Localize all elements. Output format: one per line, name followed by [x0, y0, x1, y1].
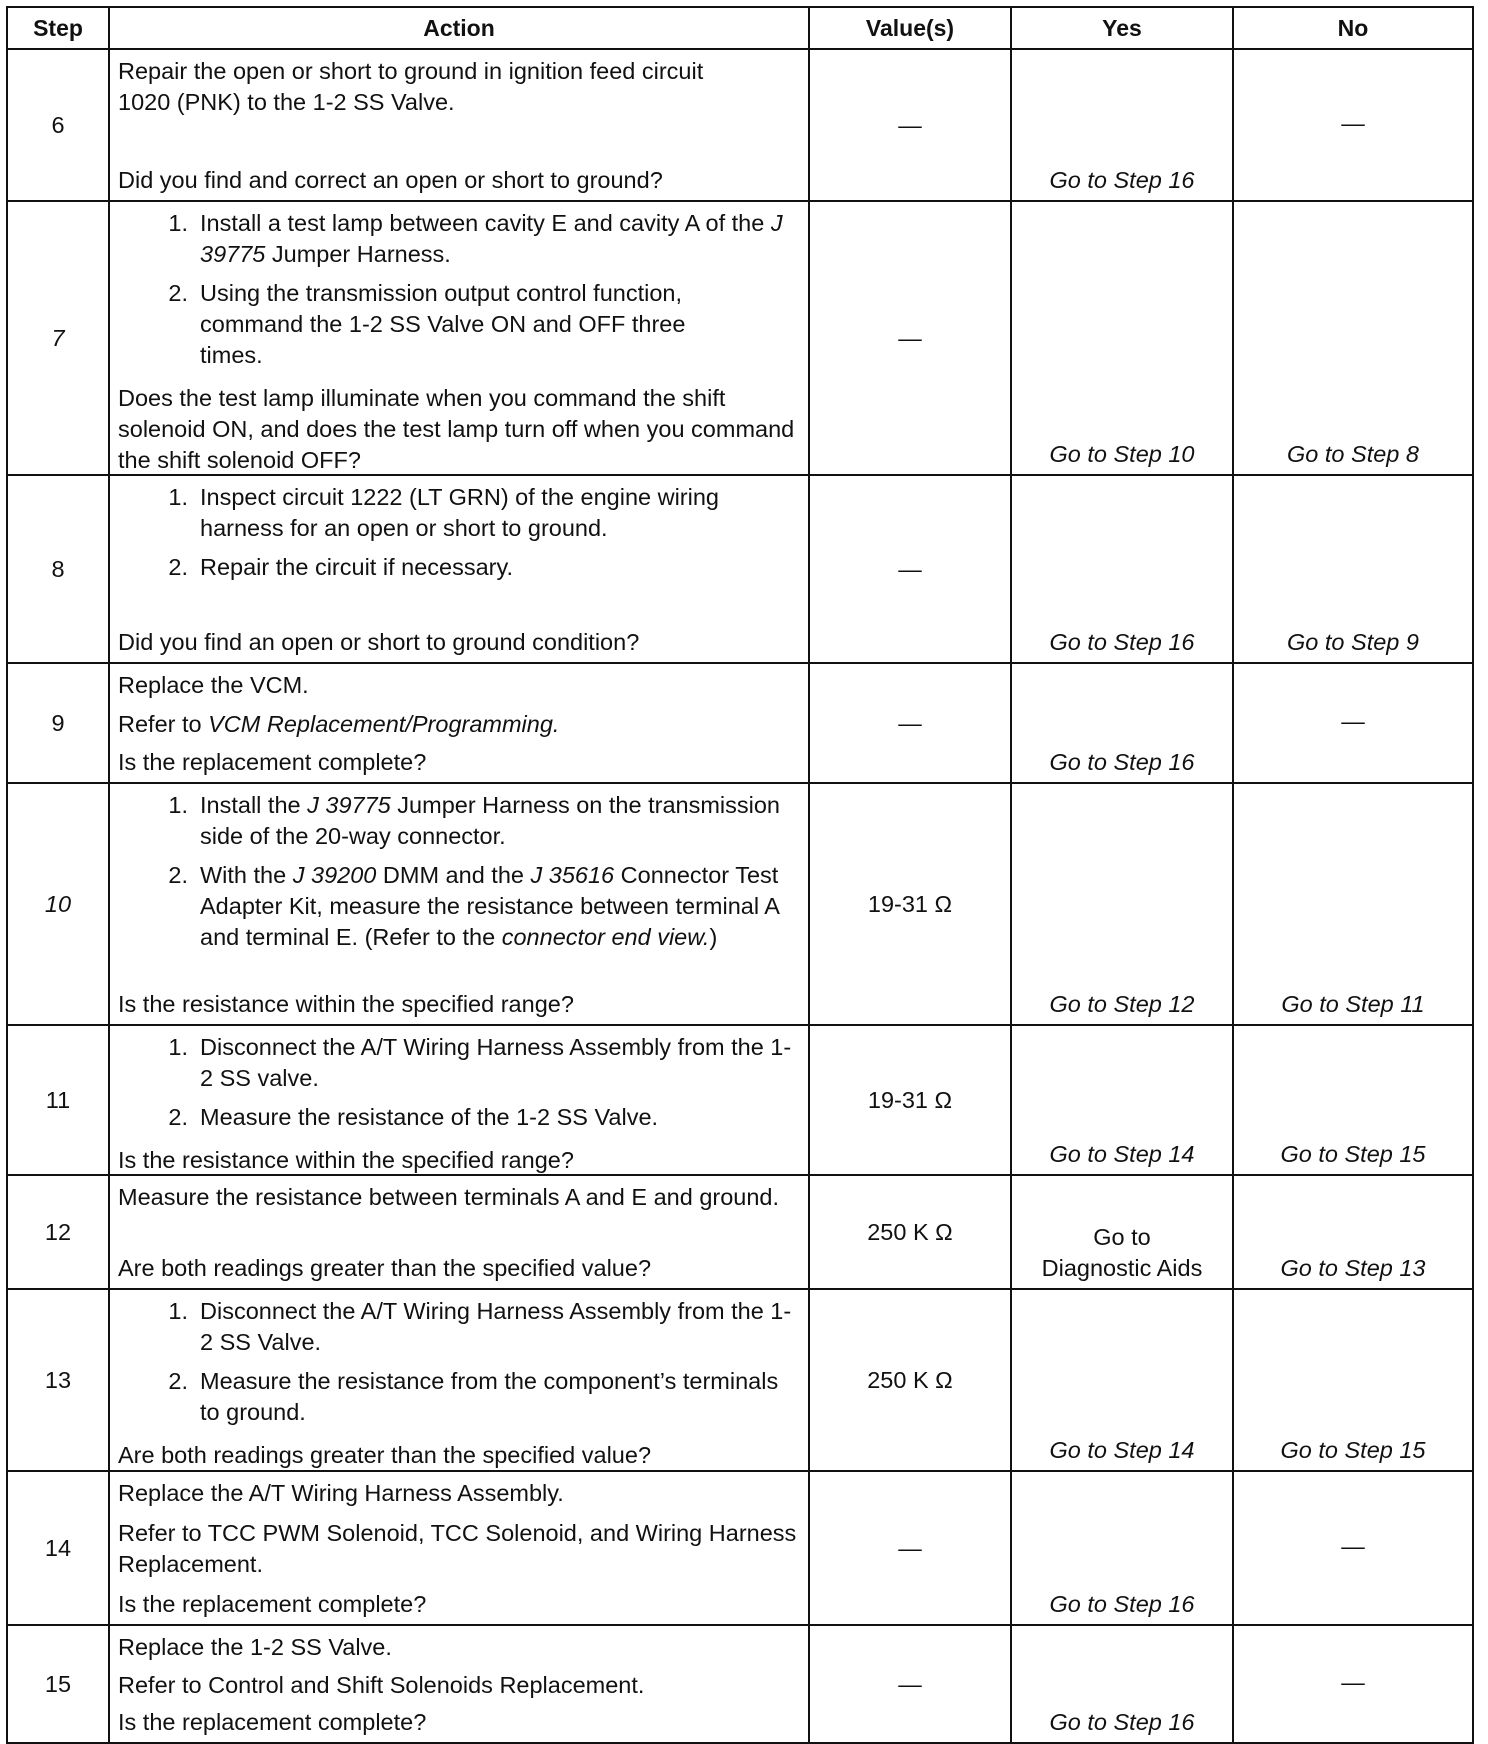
header-no: No [1233, 7, 1473, 49]
yes-goto-link[interactable]: Go to Step 16 [1011, 1625, 1233, 1743]
yes-goto-link[interactable]: Go to Step 16 [1011, 49, 1233, 201]
yes-goto-link[interactable]: Go to Step 10 [1011, 201, 1233, 475]
no-cell: — [1233, 1625, 1473, 1743]
tool-reference: J 35616 [530, 862, 615, 888]
value-cell: — [809, 201, 1011, 475]
yes-goto-link[interactable] [1011, 1175, 1233, 1289]
yes-goto-link[interactable]: Go to Step 14 [1011, 1025, 1233, 1175]
action-reference: Refer to Control and Shift Solenoids Replacement. [118, 1671, 645, 1698]
action-cell [109, 1175, 809, 1289]
action-cell [109, 663, 809, 783]
action-question: Did you find an open or short to ground condition? [118, 629, 640, 655]
action-question: Are both readings greater than the specified value? [118, 1442, 652, 1468]
action-reference: Refer to VCM Replacement/Programming. [118, 710, 560, 737]
table-row [7, 1471, 1473, 1625]
action-step-item: 1. Disconnect the A/T Wiring Harness Assembly from the 1-2 SS valve. [168, 1034, 792, 1091]
no-cell: — [1233, 49, 1473, 201]
action-step-item: 2. Measure the resistance of the 1-2 SS Valve. [168, 1104, 659, 1130]
step-number: 6 [7, 49, 109, 201]
yes-goto-link[interactable]: Go to Step 12 [1011, 783, 1233, 1025]
tool-reference: J 39200 [292, 862, 377, 888]
no-goto-link[interactable]: Go to Step 8 [1233, 201, 1473, 475]
action-cell [109, 1471, 809, 1625]
action-question: Did you find and correct an open or short to ground? [118, 167, 663, 193]
step-number: 13 [7, 1289, 109, 1471]
table-row [7, 1289, 1473, 1471]
table-row [7, 663, 1473, 783]
no-goto-link[interactable]: Go to Step 9 [1233, 475, 1473, 663]
action-reference: Refer to TCC PWM Solenoid, TCC Solenoid, and Wiring Harness Replacement. [118, 1520, 797, 1577]
value-cell: 19-31 Ω [809, 1025, 1011, 1175]
value-cell: 250 K Ω [809, 1175, 1011, 1289]
action-step-item: 1. Disconnect the A/T Wiring Harness Assembly from the 1-2 SS Valve. [168, 1298, 792, 1355]
action-cell [109, 201, 809, 475]
header-yes: Yes [1011, 7, 1233, 49]
value-cell: — [809, 663, 1011, 783]
step-number: 15 [7, 1625, 109, 1743]
action-text: Replace the VCM. [118, 672, 309, 698]
table-header-row [7, 7, 1473, 49]
table-row [7, 1175, 1473, 1289]
no-cell: — [1233, 663, 1473, 783]
no-goto-link[interactable]: Go to Step 13 [1233, 1175, 1473, 1289]
action-text: Repair the open or short to ground in ignition feed circuit 1020 (PNK) to the 1-2 SS Valve. [118, 58, 704, 115]
value-cell: 250 K Ω [809, 1289, 1011, 1471]
action-text: Replace the 1-2 SS Valve. [118, 1634, 392, 1660]
table-row [7, 1025, 1473, 1175]
header-action: Action [109, 7, 809, 49]
step-number: 14 [7, 1471, 109, 1625]
value-cell: — [809, 475, 1011, 663]
value-cell: — [809, 49, 1011, 201]
action-steps-list [118, 790, 800, 961]
action-steps-list [118, 208, 800, 379]
action-step-item: 2. Using the transmission output control function, command the 1-2 SS Valve ON and OFF three times. [168, 280, 686, 368]
step-number: 9 [7, 663, 109, 783]
action-cell [109, 783, 809, 1025]
yes-goto-line2: Diagnostic Aids [1041, 1255, 1203, 1281]
action-step-item: 1. Install the J 39775 Jumper Harness on the transmission side of the 20-way connector. [168, 792, 780, 849]
table-row [7, 201, 1473, 475]
step-number: 7 [7, 201, 109, 475]
action-cell [109, 475, 809, 663]
action-question: Is the resistance within the specified range? [118, 1147, 574, 1173]
yes-goto-line1: Go to [1093, 1224, 1151, 1250]
action-question: Are both readings greater than the specified value? [118, 1255, 652, 1281]
no-cell: — [1233, 1471, 1473, 1625]
value-cell: — [809, 1625, 1011, 1743]
table-row [7, 475, 1473, 663]
action-cell [109, 1625, 809, 1743]
action-question: Is the resistance within the specified range? [118, 991, 574, 1017]
action-steps-list [118, 1032, 800, 1141]
step-number: 8 [7, 475, 109, 663]
action-text: Measure the resistance between terminals A and E and ground. [118, 1184, 780, 1210]
action-cell [109, 1289, 809, 1471]
action-step-item: 2. Repair the circuit if necessary. [168, 554, 514, 580]
step-number: 10 [7, 783, 109, 1025]
action-step-item: 2. With the J 39200 DMM and the J 35616 Connector Test Adapter Kit, measure the resistance between terminal A and terminal E. (Refer to the connector end view.) [168, 862, 779, 950]
tool-reference: J 39775 [307, 792, 391, 818]
action-question: Is the replacement complete? [118, 1709, 427, 1735]
yes-goto-link[interactable]: Go to Step 14 [1011, 1289, 1233, 1471]
action-steps-list [118, 1296, 800, 1436]
table-row [7, 783, 1473, 1025]
header-values: Value(s) [809, 7, 1011, 49]
yes-goto-link[interactable]: Go to Step 16 [1011, 475, 1233, 663]
step-number: 12 [7, 1175, 109, 1289]
header-step: Step [7, 7, 109, 49]
step-number: 11 [7, 1025, 109, 1175]
yes-goto-link[interactable]: Go to Step 16 [1011, 663, 1233, 783]
no-goto-link[interactable]: Go to Step 11 [1233, 783, 1473, 1025]
action-step-item: 1. Install a test lamp between cavity E and cavity A of the J 39775 Jumper Harness. [168, 210, 783, 267]
action-question: Is the replacement complete? [118, 1591, 427, 1617]
action-step-item: 1. Inspect circuit 1222 (LT GRN) of the engine wiring harness for an open or short to ground. [168, 484, 719, 541]
action-cell [109, 49, 809, 201]
table-row [7, 1625, 1473, 1743]
action-question: Is the replacement complete? [118, 749, 427, 775]
no-goto-link[interactable]: Go to Step 15 [1233, 1025, 1473, 1175]
no-goto-link[interactable]: Go to Step 15 [1233, 1289, 1473, 1471]
diagnostic-table [6, 6, 1474, 1744]
action-steps-list [118, 482, 800, 591]
action-text: Replace the A/T Wiring Harness Assembly. [118, 1480, 564, 1506]
tool-reference: J 39775 [200, 210, 783, 267]
value-cell: 19-31 Ω [809, 783, 1011, 1025]
action-question: Does the test lamp illuminate when you command the shift solenoid ON, and does the test lamp turn off when you command the shift solenoid OFF? [118, 385, 795, 473]
action-cell [109, 1025, 809, 1175]
table-row [7, 49, 1473, 201]
action-step-item: 2. Measure the resistance from the component’s terminals to ground. [168, 1368, 779, 1425]
yes-goto-link[interactable]: Go to Step 16 [1011, 1471, 1233, 1625]
value-cell: — [809, 1471, 1011, 1625]
diagnostic-page [6, 6, 1472, 1744]
